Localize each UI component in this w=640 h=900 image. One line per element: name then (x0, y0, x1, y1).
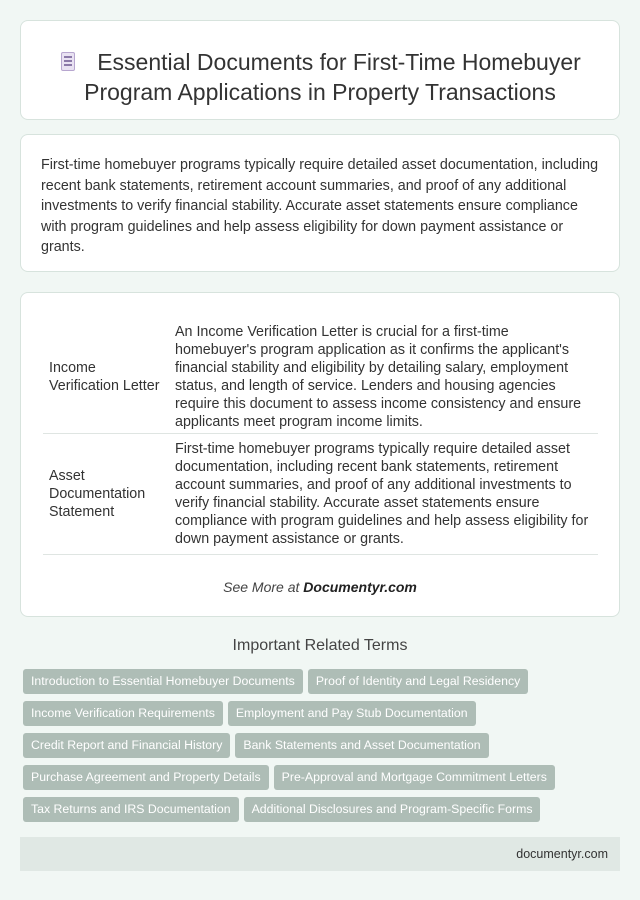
footer-link[interactable]: documentyr.com (516, 847, 608, 861)
tag-row (23, 733, 623, 765)
related-term-tag[interactable]: Additional Disclosures and Program-Specific Forms (244, 797, 541, 822)
related-term-tag[interactable]: Proof of Identity and Legal Residency (308, 669, 528, 694)
table-term: Asset Documentation Statement (43, 434, 171, 555)
related-term-tag[interactable]: Income Verification Requirements (23, 701, 223, 726)
see-more-prefix: See More at (223, 579, 304, 595)
intro-card (20, 134, 620, 272)
footer (20, 837, 620, 871)
page-title (41, 47, 599, 107)
tag-row (23, 797, 623, 829)
see-more (21, 579, 619, 595)
page-title-text: Essential Documents for First-Time Homebuyer Program Applications in Property Transactions (84, 49, 581, 105)
table-row (43, 434, 598, 555)
related-terms-tags (23, 669, 623, 829)
document-icon (59, 52, 77, 72)
title-card (20, 20, 620, 120)
related-term-tag[interactable]: Pre-Approval and Mortgage Commitment Letters (274, 765, 555, 790)
see-more-link[interactable]: Documentyr.com (303, 579, 417, 595)
related-term-tag[interactable]: Tax Returns and IRS Documentation (23, 797, 239, 822)
documents-table (43, 321, 598, 555)
table-description: An Income Verification Letter is crucial for a first-time homebuyer's program application as it confirms the applicant's financial stability and eligibility by detailing salary, employment status, and length of service. Lenders and housing agencies require this document to assess income consistency and ensure applicants meet program income limits. (171, 321, 598, 434)
table-description: First-time homebuyer programs typically require detailed asset documentation, including recent bank statements, retirement account summaries, and proof of any additional investments to verify financial stability. Accurate asset statements ensure compliance with program guidelines and help assess eligibility for down payment assistance or grants. (171, 434, 598, 555)
tag-row (23, 669, 623, 701)
tag-row (23, 765, 623, 797)
related-terms-title: Important Related Terms (232, 637, 408, 654)
tag-row (23, 701, 623, 733)
related-term-tag[interactable]: Introduction to Essential Homebuyer Documents (23, 669, 303, 694)
related-term-tag[interactable]: Purchase Agreement and Property Details (23, 765, 269, 790)
related-term-tag[interactable]: Credit Report and Financial History (23, 733, 230, 758)
related-term-tag[interactable]: Employment and Pay Stub Documentation (228, 701, 476, 726)
related-term-tag[interactable]: Bank Statements and Asset Documentation (235, 733, 488, 758)
documents-table-card (20, 292, 620, 617)
intro-text: First-time homebuyer programs typically require detailed asset documentation, including recent bank statements, retirement account summaries, and proof of any additional investments to verify financial stability. Accurate asset statements ensure compliance with program guidelines and help assess eligibility for down payment assistance or grants. (41, 157, 599, 255)
table-term: Income Verification Letter (43, 321, 171, 434)
table-row (43, 321, 598, 434)
